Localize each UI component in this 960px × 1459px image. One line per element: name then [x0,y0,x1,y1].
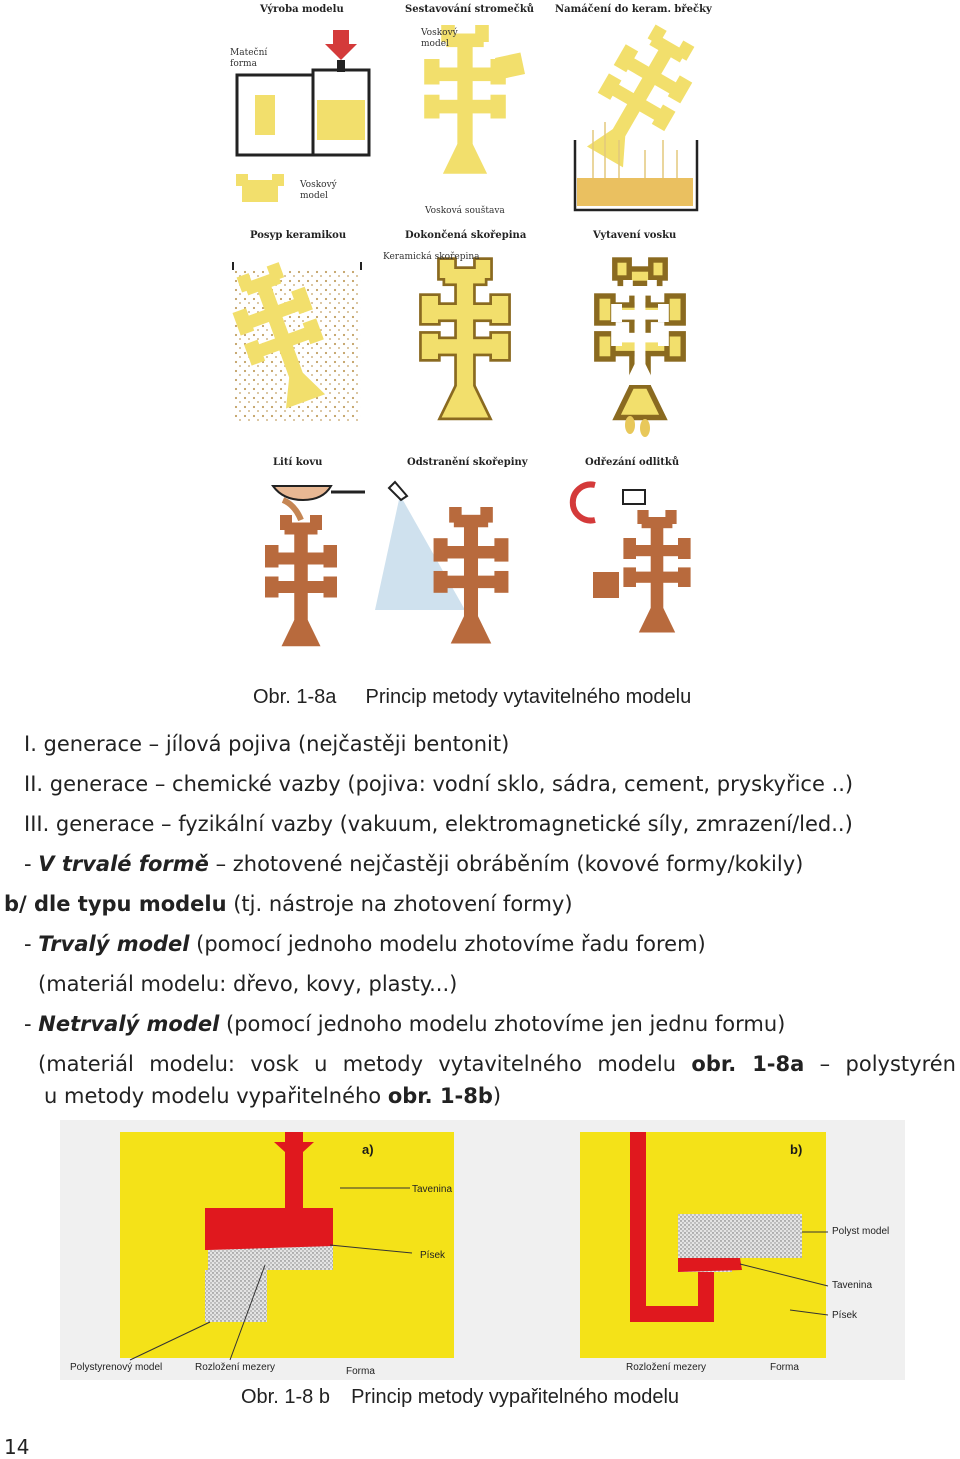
step-title: Výroba modelu [260,4,344,15]
step-6-art [597,260,683,437]
figure-caption-b [241,1386,679,1409]
text-run: (pomocí jednoho modelu zhotovíme jen jednu formu) [219,1012,786,1036]
step-label: Mateční forma [230,48,268,69]
step-title: Namáčení do keram. břečky [555,4,712,15]
step-9-art [573,485,691,633]
caption-number: Obr. 1-8a [253,686,337,708]
caption-text: Princip metody vytavitelného modelu [365,686,692,708]
panel-label: Rozložení mezery [626,1362,707,1373]
panel-label: Písek [832,1310,858,1321]
step-title: Lití kovu [273,457,323,468]
panel-b-art [580,1132,828,1358]
step-label: Voskový model [300,180,337,201]
text-line-9 [38,1052,956,1076]
dash: - [24,932,39,956]
step-title: Odřezání odlitků [585,457,680,468]
step-8-art [375,482,508,644]
text-line-8 [24,1012,785,1036]
panel-label: Tavenina [412,1184,453,1195]
text-line-5 [4,892,573,916]
bold-heading: b/ dle typu modelu [4,892,227,916]
text-line-10 [44,1084,501,1108]
text-run: – polystyrén [804,1052,956,1076]
dash: - [24,1012,39,1036]
step-title: Vytavení vosku [593,230,677,241]
text-run: (pomocí jednoho modelu zhotovíme řadu forem) [189,932,706,956]
caption-number: Obr. 1-8 b [241,1386,330,1408]
page-number: 14 [4,1435,30,1459]
step-label: Keramická skořepina [383,252,480,262]
figure-ref: obr. 1-8b [387,1084,493,1108]
process-figure-art [225,0,725,660]
text-run: ) [492,1084,502,1108]
panel-label: Rozložení mezery [195,1362,276,1373]
step-3-art [572,17,709,210]
text-line-3: III. generace – fyzikální vazby (vakuum, elektromagnetické síly, zmrazení/led..) [24,812,853,836]
text-run: (tj. nástroje na zhotovení formy) [226,892,573,916]
panel-tag: a) [362,1142,374,1157]
mold-figure [60,1120,905,1380]
panel-a-art [120,1132,454,1360]
text-line-4 [24,852,803,876]
step-4-art [225,257,361,422]
panel-tag: b) [790,1142,803,1157]
figure-caption-a [253,686,691,709]
text-line-6 [24,932,706,956]
step-label: Voskový model [421,28,458,49]
panel-label: Forma [346,1366,375,1377]
step-title: Sestavování stromečků [405,4,535,15]
figure-ref: obr. 1-8a [691,1052,805,1076]
step-label: Vosková souštava [425,206,505,216]
step-title: Odstranění skořepiny [407,457,528,468]
panel-label: Písek [420,1250,446,1261]
step-title: Posyp keramikou [250,230,347,241]
emphasis: Netrvalý model [38,1012,220,1036]
text-run: – zhotovené nejčastěji obráběním (kovové formy/kokily) [208,852,804,876]
emphasis: V trvalé formě [38,852,209,876]
mold-figure-art [60,1120,905,1380]
process-figure [225,0,725,660]
panel-label: Polystyrenový model [70,1362,163,1373]
emphasis: Trvalý model [38,932,190,956]
text-line-1: I. generace – jílová pojiva (nejčastěji bentonit) [24,732,510,756]
panel-label: Polyst model [832,1226,890,1237]
text-line-2: II. generace – chemické vazby (pojiva: vodní sklo, sádra, cement, pryskyřice ..) [24,772,854,796]
panel-label: Tavenina [832,1280,873,1291]
step-title: Dokončená skořepina [405,230,527,241]
step-7-art [265,486,365,646]
text-line-7: (materiál modelu: dřevo, kovy, plasty...) [38,972,458,996]
dash: - [24,852,39,876]
panel-label: Forma [770,1362,799,1373]
text-run: u metody modelu vypařitelného [44,1084,388,1108]
caption-text: Princip metody vypařitelného modelu [351,1386,680,1408]
text-run: (materiál modelu: vosk u metody vytavitelného modelu [38,1052,692,1076]
step-5-art [422,260,508,418]
